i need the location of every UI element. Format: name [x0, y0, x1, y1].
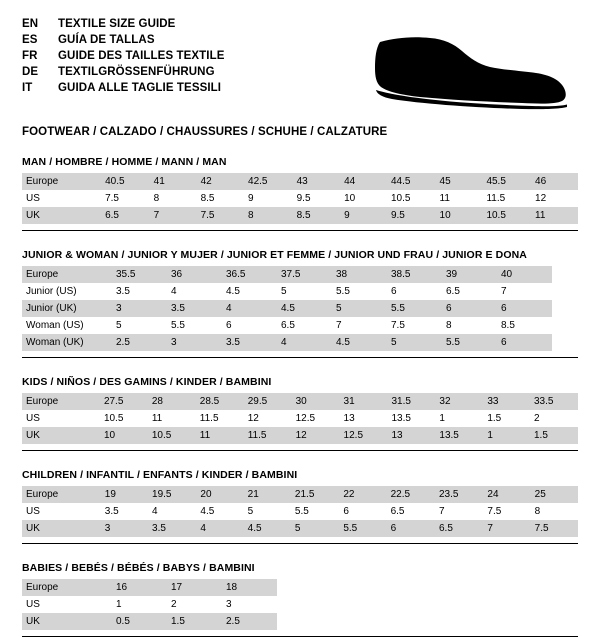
size-cell: 46: [531, 173, 578, 190]
size-cell: 2: [167, 596, 222, 613]
section-divider: [22, 357, 578, 358]
size-cell: 16: [112, 579, 167, 596]
language-code: EN: [22, 18, 39, 30]
size-cell: 7: [497, 283, 552, 300]
language-list: [22, 16, 225, 96]
size-cell: 23.5: [435, 486, 483, 503]
size-cell: 38: [332, 266, 387, 283]
size-cell: 22.5: [387, 486, 435, 503]
size-cell: 6: [387, 283, 442, 300]
row-label: UK: [22, 207, 101, 224]
size-cell: 4.5: [222, 283, 277, 300]
size-cell: 6.5: [277, 317, 332, 334]
size-cell: 39: [442, 266, 497, 283]
size-cell: 13: [387, 427, 435, 444]
size-cell: 12: [244, 410, 292, 427]
size-cell: 8.5: [497, 317, 552, 334]
language-row: [22, 80, 225, 96]
size-cell: 5: [277, 283, 332, 300]
size-cell: 19.5: [148, 486, 196, 503]
size-cell: 5: [244, 503, 291, 520]
dress-shoe-icon: [372, 28, 572, 110]
row-label: Europe: [22, 393, 100, 410]
size-cell: 42: [197, 173, 244, 190]
table-row: [22, 503, 578, 520]
row-label: Junior (US): [22, 283, 112, 300]
row-label: UK: [22, 427, 100, 444]
size-cell: 13.5: [435, 427, 483, 444]
page-header: [22, 16, 578, 110]
size-cell: 3.5: [148, 520, 196, 537]
size-cell: 12: [292, 427, 340, 444]
table-row: [22, 173, 578, 190]
table-row: [22, 317, 552, 334]
size-cell: 9: [340, 207, 387, 224]
size-cell: 5.5: [332, 283, 387, 300]
size-cell: 35.5: [112, 266, 167, 283]
size-cell: 11.5: [482, 190, 531, 207]
size-cell: 0.5: [112, 613, 167, 630]
size-cell: 8: [531, 503, 578, 520]
size-cell: 43: [293, 173, 340, 190]
size-table-group: [22, 249, 578, 358]
size-cell: 7.5: [101, 190, 150, 207]
size-cell: 11: [531, 207, 578, 224]
language-title: GUÍA DE TALLAS: [58, 34, 155, 46]
size-cell: 6.5: [387, 503, 435, 520]
row-label: Europe: [22, 579, 112, 596]
table-row: [22, 579, 277, 596]
size-cell: 27.5: [100, 393, 148, 410]
size-cell: 31.5: [387, 393, 435, 410]
size-cell: 44.5: [387, 173, 436, 190]
size-cell: 3: [167, 334, 222, 351]
size-cell: 1: [435, 410, 483, 427]
language-title: TEXTILE SIZE GUIDE: [58, 18, 176, 30]
table-row: [22, 520, 578, 537]
size-cell: 44: [340, 173, 387, 190]
size-cell: 24: [483, 486, 530, 503]
size-cell: 7: [435, 503, 483, 520]
size-cell: 9.5: [387, 207, 436, 224]
language-row: [22, 64, 225, 80]
size-cell: 4.5: [244, 520, 291, 537]
size-cell: 8: [442, 317, 497, 334]
size-table-title: MAN / HOMBRE / HOMME / MANN / MAN: [22, 156, 227, 168]
table-row: [22, 190, 578, 207]
size-cell: 5.5: [339, 520, 386, 537]
table-row: [22, 613, 277, 630]
size-cell: 6.5: [101, 207, 150, 224]
size-cell: 2: [530, 410, 578, 427]
size-cell: 6: [387, 520, 435, 537]
size-cell: 37.5: [277, 266, 332, 283]
size-cell: 6: [497, 334, 552, 351]
section-divider: [22, 450, 578, 451]
language-code: DE: [22, 66, 39, 78]
size-cell: 2.5: [222, 613, 277, 630]
size-cell: 11: [196, 427, 244, 444]
size-cell: 1.5: [483, 410, 530, 427]
size-cell: 45.5: [482, 173, 531, 190]
size-cell: 33: [483, 393, 530, 410]
size-table: [22, 393, 578, 444]
row-label: UK: [22, 520, 101, 537]
size-cell: 12.5: [292, 410, 340, 427]
category-title: FOOTWEAR / CALZADO / CHAUSSURES / SCHUHE / CALZATURE: [22, 126, 388, 138]
row-label: Europe: [22, 486, 101, 503]
table-row: [22, 207, 578, 224]
size-cell: 4: [277, 334, 332, 351]
row-label: Europe: [22, 173, 101, 190]
size-cell: 17: [167, 579, 222, 596]
table-row: [22, 596, 277, 613]
size-cell: 6.5: [442, 283, 497, 300]
table-row: [22, 283, 552, 300]
size-cell: 38.5: [387, 266, 442, 283]
row-label: UK: [22, 613, 112, 630]
size-cell: 10.5: [100, 410, 148, 427]
size-cell: 4: [196, 520, 243, 537]
size-cell: 6: [442, 300, 497, 317]
size-cell: 40: [497, 266, 552, 283]
size-cell: 3.5: [222, 334, 277, 351]
size-cell: 6: [339, 503, 386, 520]
row-label: Woman (US): [22, 317, 112, 334]
language-code: FR: [22, 50, 38, 62]
size-cell: 41: [150, 173, 197, 190]
size-cell: 29.5: [244, 393, 292, 410]
size-cell: 19: [101, 486, 148, 503]
size-cell: 7: [150, 207, 197, 224]
language-title: GUIDA ALLE TAGLIE TESSILI: [58, 82, 222, 94]
size-cell: 4.5: [277, 300, 332, 317]
table-row: [22, 427, 578, 444]
size-cell: 31: [340, 393, 388, 410]
size-cell: 7.5: [483, 503, 530, 520]
size-cell: 10.5: [482, 207, 531, 224]
size-table-group: [22, 469, 578, 544]
size-table-title: BABIES / BEBÉS / BÉBÉS / BABYS / BAMBINI: [22, 562, 255, 574]
size-cell: 11: [148, 410, 196, 427]
section-divider: [22, 543, 578, 544]
size-cell: 1.5: [530, 427, 578, 444]
size-cell: 28: [148, 393, 196, 410]
size-cell: 6: [497, 300, 552, 317]
size-cell: 3.5: [112, 283, 167, 300]
size-cell: 8: [244, 207, 293, 224]
size-cell: 7.5: [531, 520, 578, 537]
size-cell: 7.5: [387, 317, 442, 334]
size-table-group: [22, 376, 578, 451]
size-cell: 1: [483, 427, 530, 444]
table-row: [22, 393, 578, 410]
size-table: [22, 173, 578, 224]
size-cell: 21.5: [291, 486, 339, 503]
size-cell: 5: [387, 334, 442, 351]
size-cell: 10: [340, 190, 387, 207]
language-row: [22, 16, 225, 32]
size-cell: 45: [436, 173, 483, 190]
table-row: [22, 486, 578, 503]
size-cell: 11: [436, 190, 483, 207]
size-cell: 5: [112, 317, 167, 334]
size-cell: 2.5: [112, 334, 167, 351]
size-table: [22, 266, 552, 351]
table-row: [22, 300, 552, 317]
row-label: Europe: [22, 266, 112, 283]
size-table-title: KIDS / NIÑOS / DES GAMINS / KINDER / BAMBINI: [22, 376, 272, 388]
size-cell: 21: [244, 486, 291, 503]
size-cell: 10: [436, 207, 483, 224]
size-cell: 12: [531, 190, 578, 207]
size-cell: 5.5: [291, 503, 339, 520]
size-cell: 3: [112, 300, 167, 317]
table-row: [22, 410, 578, 427]
size-table-title: JUNIOR & WOMAN / JUNIOR Y MUJER / JUNIOR ET FEMME / JUNIOR UND FRAU / JUNIOR E DONA: [22, 249, 527, 261]
language-code: IT: [22, 82, 33, 94]
language-row: [22, 48, 225, 64]
size-cell: 6: [222, 317, 277, 334]
row-label: US: [22, 410, 100, 427]
size-cell: 5.5: [167, 317, 222, 334]
size-cell: 4: [148, 503, 196, 520]
size-cell: 25: [531, 486, 578, 503]
row-label: US: [22, 503, 101, 520]
table-row: [22, 334, 552, 351]
language-title: GUIDE DES TAILLES TEXTILE: [58, 50, 225, 62]
size-cell: 4.5: [332, 334, 387, 351]
size-cell: 22: [339, 486, 386, 503]
size-cell: 5: [291, 520, 339, 537]
size-cell: 33.5: [530, 393, 578, 410]
size-table-group: [22, 156, 578, 231]
size-cell: 3: [101, 520, 148, 537]
size-cell: 4: [167, 283, 222, 300]
size-cell: 32: [435, 393, 483, 410]
language-code: ES: [22, 34, 38, 46]
size-cell: 10.5: [387, 190, 436, 207]
size-cell: 4.5: [196, 503, 243, 520]
size-cell: 7: [483, 520, 530, 537]
size-cell: 8.5: [197, 190, 244, 207]
size-cell: 7.5: [197, 207, 244, 224]
size-cell: 9: [244, 190, 293, 207]
size-cell: 9.5: [293, 190, 340, 207]
size-cell: 8: [150, 190, 197, 207]
size-cell: 1: [112, 596, 167, 613]
size-cell: 3: [222, 596, 277, 613]
size-cell: 3.5: [167, 300, 222, 317]
size-cell: 13.5: [387, 410, 435, 427]
size-cell: 5.5: [387, 300, 442, 317]
size-cell: 36.5: [222, 266, 277, 283]
size-cell: 1.5: [167, 613, 222, 630]
size-table-title: CHILDREN / INFANTIL / ENFANTS / KINDER / BAMBINI: [22, 469, 298, 481]
row-label: Woman (UK): [22, 334, 112, 351]
row-label: US: [22, 596, 112, 613]
size-cell: 10: [100, 427, 148, 444]
table-row: [22, 266, 552, 283]
size-cell: 11.5: [196, 410, 244, 427]
size-cell: 8.5: [293, 207, 340, 224]
size-table: [22, 486, 578, 537]
size-cell: 36: [167, 266, 222, 283]
size-table: [22, 579, 277, 630]
size-cell: 5: [332, 300, 387, 317]
size-cell: 30: [292, 393, 340, 410]
language-title: TEXTILGRÖSSENFÜHRUNG: [58, 66, 215, 78]
size-cell: 40.5: [101, 173, 150, 190]
size-cell: 13: [340, 410, 388, 427]
size-cell: 11.5: [244, 427, 292, 444]
language-row: [22, 32, 225, 48]
size-cell: 7: [332, 317, 387, 334]
row-label: US: [22, 190, 101, 207]
size-cell: 12.5: [340, 427, 388, 444]
size-cell: 4: [222, 300, 277, 317]
section-divider: [22, 230, 578, 231]
size-cell: 28.5: [196, 393, 244, 410]
size-cell: 3.5: [101, 503, 148, 520]
size-cell: 42.5: [244, 173, 293, 190]
size-cell: 18: [222, 579, 277, 596]
row-label: Junior (UK): [22, 300, 112, 317]
size-tables: [22, 156, 578, 637]
size-cell: 6.5: [435, 520, 483, 537]
size-cell: 20: [196, 486, 243, 503]
size-cell: 10.5: [148, 427, 196, 444]
size-cell: 5.5: [442, 334, 497, 351]
